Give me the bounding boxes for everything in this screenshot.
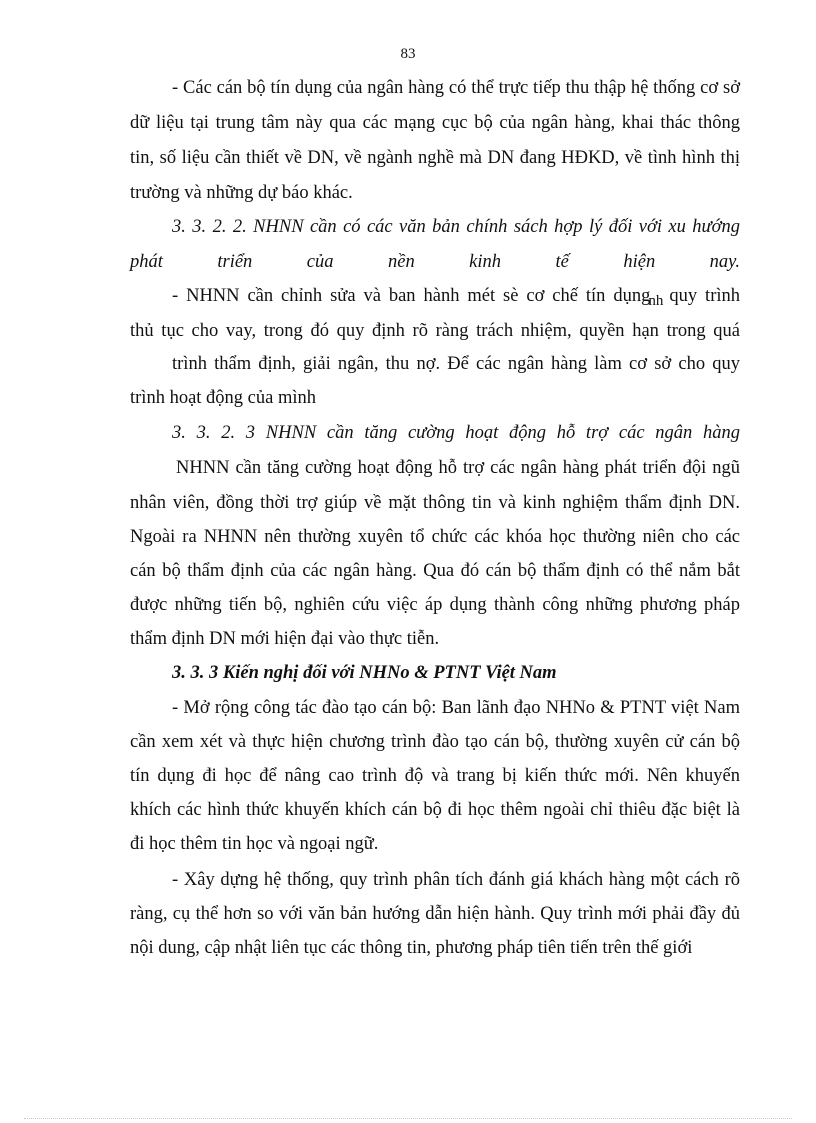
text-line: - Các cán bộ tín dụng của ngân hàng có thể trực tiếp thu thập hệ thống cơ sở <box>172 78 740 98</box>
text-line: trình thẩm định, giải ngân, thu nợ. Để các ngân hàng làm cơ sở cho quy <box>172 354 740 374</box>
text-fragment-small: nh <box>648 293 664 309</box>
text-line: thủ tục cho vay, trong đó quy định rõ ràng trách nhiệm, quyền hạn trong quá <box>130 321 740 341</box>
text-line: nội dung, cập nhật liên tục các thông tin, phương pháp tiên tiến trên thế giới <box>130 938 693 958</box>
text-line: Ngoài ra NHNN nên thường xuyên tổ chức các khóa học thường niên cho các <box>130 527 740 547</box>
text-line: - Mở rộng công tác đào tạo cán bộ: Ban lãnh đạo NHNo & PTNT việt Nam <box>172 698 740 718</box>
text-line: tin, số liệu cần thiết về DN, về ngành nghề mà DN đang HĐKD, về tình hình thị <box>130 148 740 168</box>
section-heading-3-3-2-2-cont: phát triển của nền kinh tế hiện nay. <box>130 252 740 272</box>
text-line: khích các hình thức khuyến khích cán bộ đi học thêm ngoài chỉ thiêu đặc biệt là <box>130 800 740 820</box>
text-line: ràng, cụ thể hơn so với văn bản hướng dẫn hiện hành. Quy trình mới phải đầy đủ <box>130 904 740 924</box>
text-line: dữ liệu tại trung tâm này qua các mạng cục bộ của ngân hàng, khai thác thông <box>130 113 740 133</box>
page-bottom-border <box>24 1118 792 1119</box>
text-line: thẩm định DN mới hiện đại vào thực tiễn. <box>130 629 440 649</box>
text-line: nhân viên, đồng thời trợ giúp về mặt thông tin và kinh nghiệm thẩm định DN. <box>130 493 740 513</box>
text-line: đi học thêm tin học và ngoại ngữ. <box>130 834 379 854</box>
text-line: cán bộ thẩm định của các ngân hàng. Qua đó cán bộ thẩm định có thể nắm bắt <box>130 561 740 581</box>
text-line: cần xem xét và thực hiện chương trình đào tạo cán bộ, thường xuyên cử cán bộ <box>130 732 740 752</box>
text-line: trường và những dự báo khác. <box>130 183 353 203</box>
text-fragment: - NHNN cần chỉnh sửa và ban hành mét sè cơ chế tín dụng <box>172 286 651 306</box>
text-line: trình hoạt động của mình <box>130 388 316 408</box>
text-fragment: quy trình <box>669 286 740 306</box>
text-line: NHNN cần tăng cường hoạt động hỗ trợ các ngân hàng phát triển đội ngũ <box>176 458 740 478</box>
page-number: 83 <box>400 46 416 62</box>
section-heading-3-3-2-3: 3. 3. 2. 3 NHNN cần tăng cường hoạt động hỗ trợ các ngân hàng <box>172 423 740 443</box>
text-line <box>172 284 740 309</box>
text-line: được những tiến bộ, nghiên cứu việc áp dụng thành công những phương pháp <box>130 595 740 615</box>
text-line: - Xây dựng hệ thống, quy trình phân tích đánh giá khách hàng một cách rõ <box>172 870 740 890</box>
text-line: tín dụng đi học để nâng cao trình độ và trang bị kiến thức mới. Nên khuyến <box>130 766 740 786</box>
section-heading-3-3-3: 3. 3. 3 Kiến nghị đối với NHNo & PTNT Việt Nam <box>172 663 557 683</box>
section-heading-3-3-2-2: 3. 3. 2. 2. NHNN cần có các văn bản chính sách hợp lý đối với xu hướng <box>172 217 740 237</box>
